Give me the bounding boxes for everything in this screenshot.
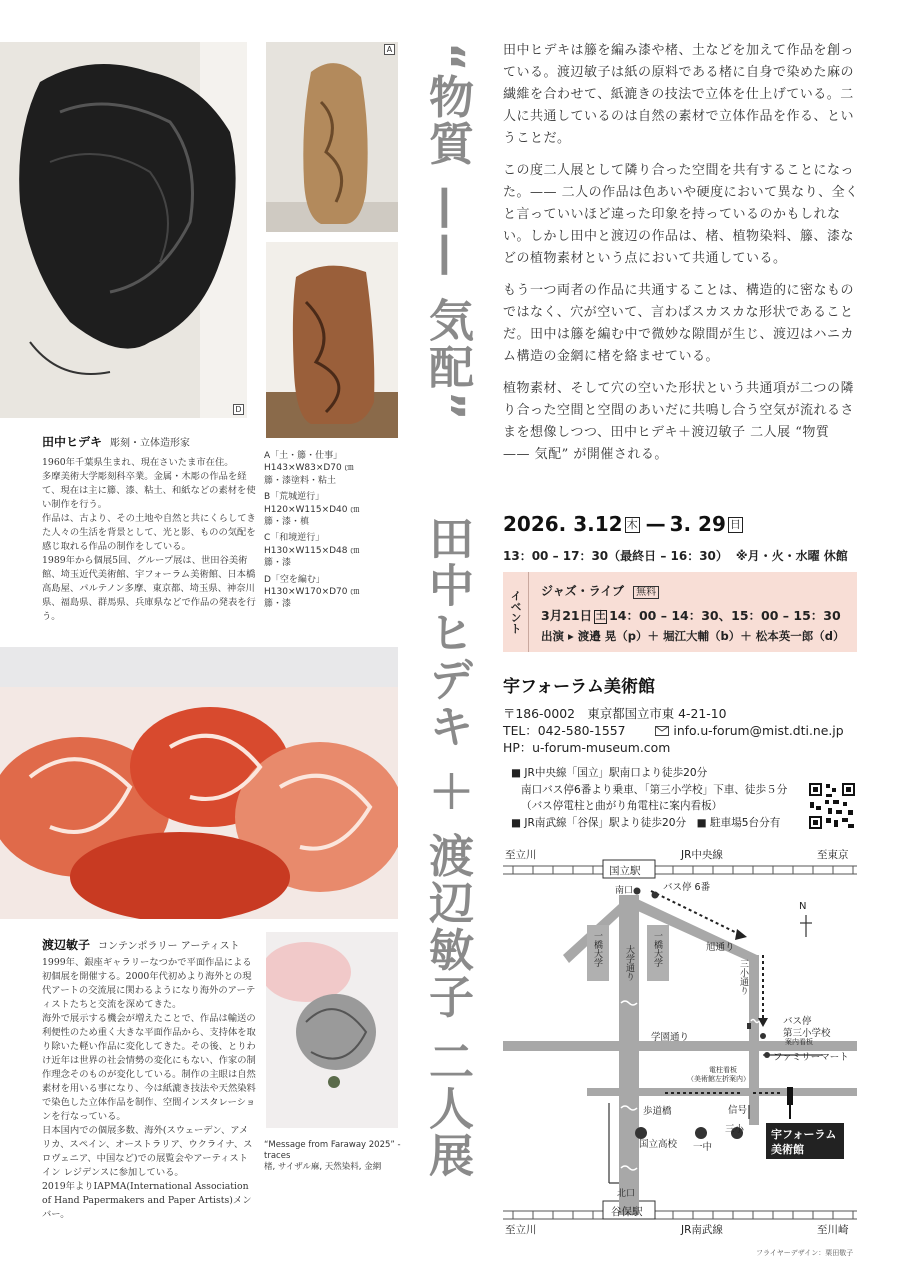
artist1-bio-line: 多摩美術大学彫刻科卒業。金属・木彫の作品を経て、現在は主に籐、漆、粘土、和紙などの素材を使い制作を行う。: [42, 471, 256, 510]
intro-paragraph: 田中ヒデキは籐を編み漆や楮、土などを加えて作品を創っている。渡辺敏子は紙の原料である楮に自身で染めた麻の繊維を合わせて、紙漉きの技法で立体を仕上げている。二人に共通しているのは自然の素材で立体作品を作る、ということだ。: [503, 43, 855, 146]
map-daigaku-dori: 大学通り: [624, 945, 634, 981]
map-hodokyo: 歩道橋: [643, 1106, 672, 1117]
museum-contact: [503, 705, 863, 756]
start-weekday: 木: [626, 518, 638, 531]
map-family-mart: ファミリーマート: [773, 1052, 849, 1063]
artist2-header: [42, 934, 262, 953]
map-bus-stop: バス停: [783, 1016, 812, 1027]
artist2-role: コンテンポラリー アーティスト: [98, 941, 240, 952]
museum-name: 宇フォーラム美術館: [503, 677, 655, 697]
map-label-top-right: 至東京: [817, 849, 849, 861]
event-date: 3月21日: [541, 608, 593, 623]
event-date-row: [541, 606, 841, 624]
access-line: （バス停電柱と曲がり角電柱に案内看板）: [521, 800, 723, 812]
map-bus-stop-school: 第三小学校: [783, 1028, 831, 1039]
map-gakuen-dori: 学園通り: [651, 1032, 690, 1043]
map-univ-1: 一橋大学: [592, 931, 602, 967]
artist2-name: 渡辺敏子: [42, 938, 91, 952]
event-title-row: [541, 580, 659, 599]
map-univ-2: 一橋大学: [652, 931, 662, 967]
mail-icon: [655, 726, 669, 736]
map-kanban: 案内看板: [785, 1038, 813, 1046]
opening-hours: 13：00 – 17：30（最終日 – 16：30）: [503, 549, 728, 563]
photo-tag-a: A: [384, 44, 395, 55]
map-denchu-2: （美術館左折案内）: [687, 1075, 750, 1083]
map-asahi-dori: 旭通り: [706, 942, 735, 953]
event-box: [503, 572, 857, 652]
schedule-dates: [503, 512, 863, 536]
artist2-bio-line: 海外で展示する機会が増えたことで、作品は輸送の利便性のため重く大きな平面作品から、支持体を取り除いた軽い作品に変化してきた。その後、とりわけ近年は世界の社会情勢の変化にもない、作家の制作理念そのものが変化している。制作の主眼は自然素材を用いる事になり、今は紙漉き技法や天然染料で染色した立体作品を制作、空間インスタレーションを行なっている。: [42, 1013, 256, 1122]
caption-b: B「荒城逆行」 H120×W115×D40 ㎝ 籐・漆・槙: [264, 492, 360, 528]
map-label-top-left: 至立川: [505, 849, 537, 861]
artist1-bio-line: 1960年千葉県生まれ、現在さいたま市在住。: [42, 457, 234, 468]
photo-tanaka-b: [266, 242, 398, 438]
photo-watanabe-red: [0, 647, 398, 919]
photo-watanabe-wire: [266, 932, 398, 1128]
intro-paragraph: 植物素材、そして穴の空いた形状という共通項が二つの隣り合った空間と空間のあいだに共鳴し合う空気が流れるさまを想像しつつ、田中ヒデキ＋渡辺敏子 二人展 “物質 —— 気配” が開催される。: [503, 381, 855, 462]
caption-c: C「和境逆行」 H130×W115×D48 ㎝ 籐・漆: [264, 533, 360, 569]
map-station-kunitachi: 国立駅: [609, 865, 641, 877]
artist1-header: [42, 431, 257, 450]
map-label-bottom-line: JR南武線: [681, 1224, 723, 1236]
map-station-yaho: 谷保駅: [611, 1206, 643, 1218]
performers-label: 出演 ▸: [541, 629, 574, 643]
performers: 渡邉 晃（p）＋ 堀江大輔（b）＋ 松本英一郎（d）: [577, 629, 845, 643]
title-main: “物質 —— 気配”: [421, 42, 474, 423]
end-date: 3. 29: [669, 512, 726, 536]
map-ichichu: 一中: [693, 1142, 713, 1153]
intro-text: [503, 40, 859, 476]
artist2-bio-line: 1999年、銀座ギャラリーなつかで平面作品による初個展を開催する。2000年代初めより海外との現代アートの交流展に関わるようになり海外のアーティストたちと交流を深めてきた。: [42, 957, 256, 1010]
photo-tag-d: D: [233, 404, 244, 415]
map-label-bottom-right: 至川崎: [817, 1224, 849, 1236]
map-sansho: 三小: [725, 1124, 745, 1135]
artist1-name: 田中ヒデキ: [42, 435, 103, 449]
artist1-bio: [42, 456, 257, 624]
museum-address: 〒186-0002 東京都国立市東 4-21-10: [503, 706, 727, 721]
watanabe-work-caption: “Message from Faraway 2025” - traces 楮, サイザル麻, 天然染料, 金網: [264, 1140, 401, 1172]
map-sanko-dori: 三小通り: [738, 959, 748, 995]
event-label: イベント: [503, 572, 529, 652]
title-artists: 田中ヒデキ ＋ 渡辺敏子 二人展: [421, 515, 474, 1179]
museum-hp[interactable]: HP：u-forum-museum.com: [503, 740, 671, 755]
artist1-role: 彫刻・立体造形家: [110, 438, 191, 449]
map-south-exit: 南口: [615, 886, 634, 896]
artist1-bio-line: 作品は、古より、その土地や自然と共にくらしてきた人々の生活を背景として、光と影、ものの気配を感じ取れる作品の制作をしている。: [42, 513, 256, 552]
map-museum-2: 美術館: [771, 1143, 804, 1156]
map-bus6: バス停 6番: [663, 882, 711, 893]
design-credit: フライヤーデザイン：栗田敬子: [756, 1249, 854, 1257]
work-captions: [264, 450, 404, 611]
free-badge: 無料: [633, 586, 659, 599]
artist1-bio-line: 1989年から個展5回、グループ展は、世田谷美術館、埼玉近代美術館、宇フォーラム美術館、日本橋高島屋、パルテノン多摩、東京都、埼玉県、神奈川県、福島県、群馬県、兵庫県などで作品の発表を行う。: [42, 555, 256, 622]
access-info: [511, 765, 811, 831]
access-line: ■ JR南武線「谷保」駅より徒歩20分 ■ 駐車場5台分有: [511, 816, 781, 829]
museum-tel-row: [503, 722, 863, 739]
artist2-bio: [42, 956, 256, 1222]
event-name: ジャズ・ライブ: [541, 584, 625, 598]
photo-tanaka-a: [266, 42, 398, 232]
qr-code: [808, 782, 856, 830]
intro-paragraph: この度二人展として隣り合った空間を共有することになった。—— 二人の作品は色あいや硬度において異なり、全くと言っていいほど違った印象を持っているのかもしれない。しかし田中と渡辺の作品は、楮、植物染料、籐、漆などの植物素材という点において共通している。: [503, 163, 859, 266]
start-date: 2026. 3.12: [503, 512, 623, 536]
map-signal: 信号: [728, 1105, 748, 1116]
access-line: 南口バス停6番より乗車、「第三小学校」下車、徒歩５分: [521, 783, 788, 796]
photo-tanaka-d: [0, 42, 247, 418]
museum-tel: TEL：042-580-1557: [503, 723, 626, 738]
access-line: ■ JR中央線「国立」駅南口より徒歩20分: [511, 767, 708, 779]
access-map: [503, 843, 857, 1238]
artist2-bio-line: 2019年よりIAPMA(International Association of Hand Papermakers and Paper Artists)メンバー。: [42, 1181, 252, 1220]
map-label-top-line: JR中央線: [681, 849, 723, 861]
intro-paragraph: もう一つ両者の作品に共通することは、構造的に密なものではなく、穴が空いて、言わばスカスカな形状であることだ。田中は籐を編む中で微妙な隙間が生じ、渡辺はハニカム構造の金網に楮を絡ませている。: [503, 283, 855, 364]
event-weekday: 土: [595, 611, 606, 622]
event-times: 14：00 – 14：30、15：00 – 15：30: [609, 608, 841, 623]
schedule-hours: [503, 545, 863, 564]
museum-email[interactable]: info.u-forum@mist.dti.ne.jp: [673, 723, 844, 738]
event-performers-row: [541, 628, 845, 644]
map-museum-1: 宇フォーラム: [771, 1128, 837, 1141]
artist2-bio-line: 日本国内での個展多数、海外(スウェーデン、アメリカ、スペイン、オーストラリア、ウクライナ、スロヴェニア、中国など)での展覧会やアーティスト イン レジデンスに参加している。: [42, 1125, 253, 1178]
caption-d: D「空を編む」 H130×W170×D70 ㎝ 籐・漆: [264, 574, 360, 610]
date-dash: —: [645, 512, 666, 536]
closed-days: ※月・火・水曜 休館: [735, 549, 848, 563]
map-denchu-1: 電柱看板: [709, 1066, 737, 1074]
end-weekday: 日: [729, 518, 741, 531]
map-north: N: [799, 901, 807, 912]
map-kunitachi-hs: 国立高校: [639, 1139, 678, 1150]
map-north-exit: 北口: [617, 1189, 636, 1199]
map-label-bottom-left: 至立川: [505, 1224, 537, 1236]
caption-a: A「土・籐・仕事」 H143×W83×D70 ㎝ 籐・漆塗料・粘土: [264, 451, 354, 486]
